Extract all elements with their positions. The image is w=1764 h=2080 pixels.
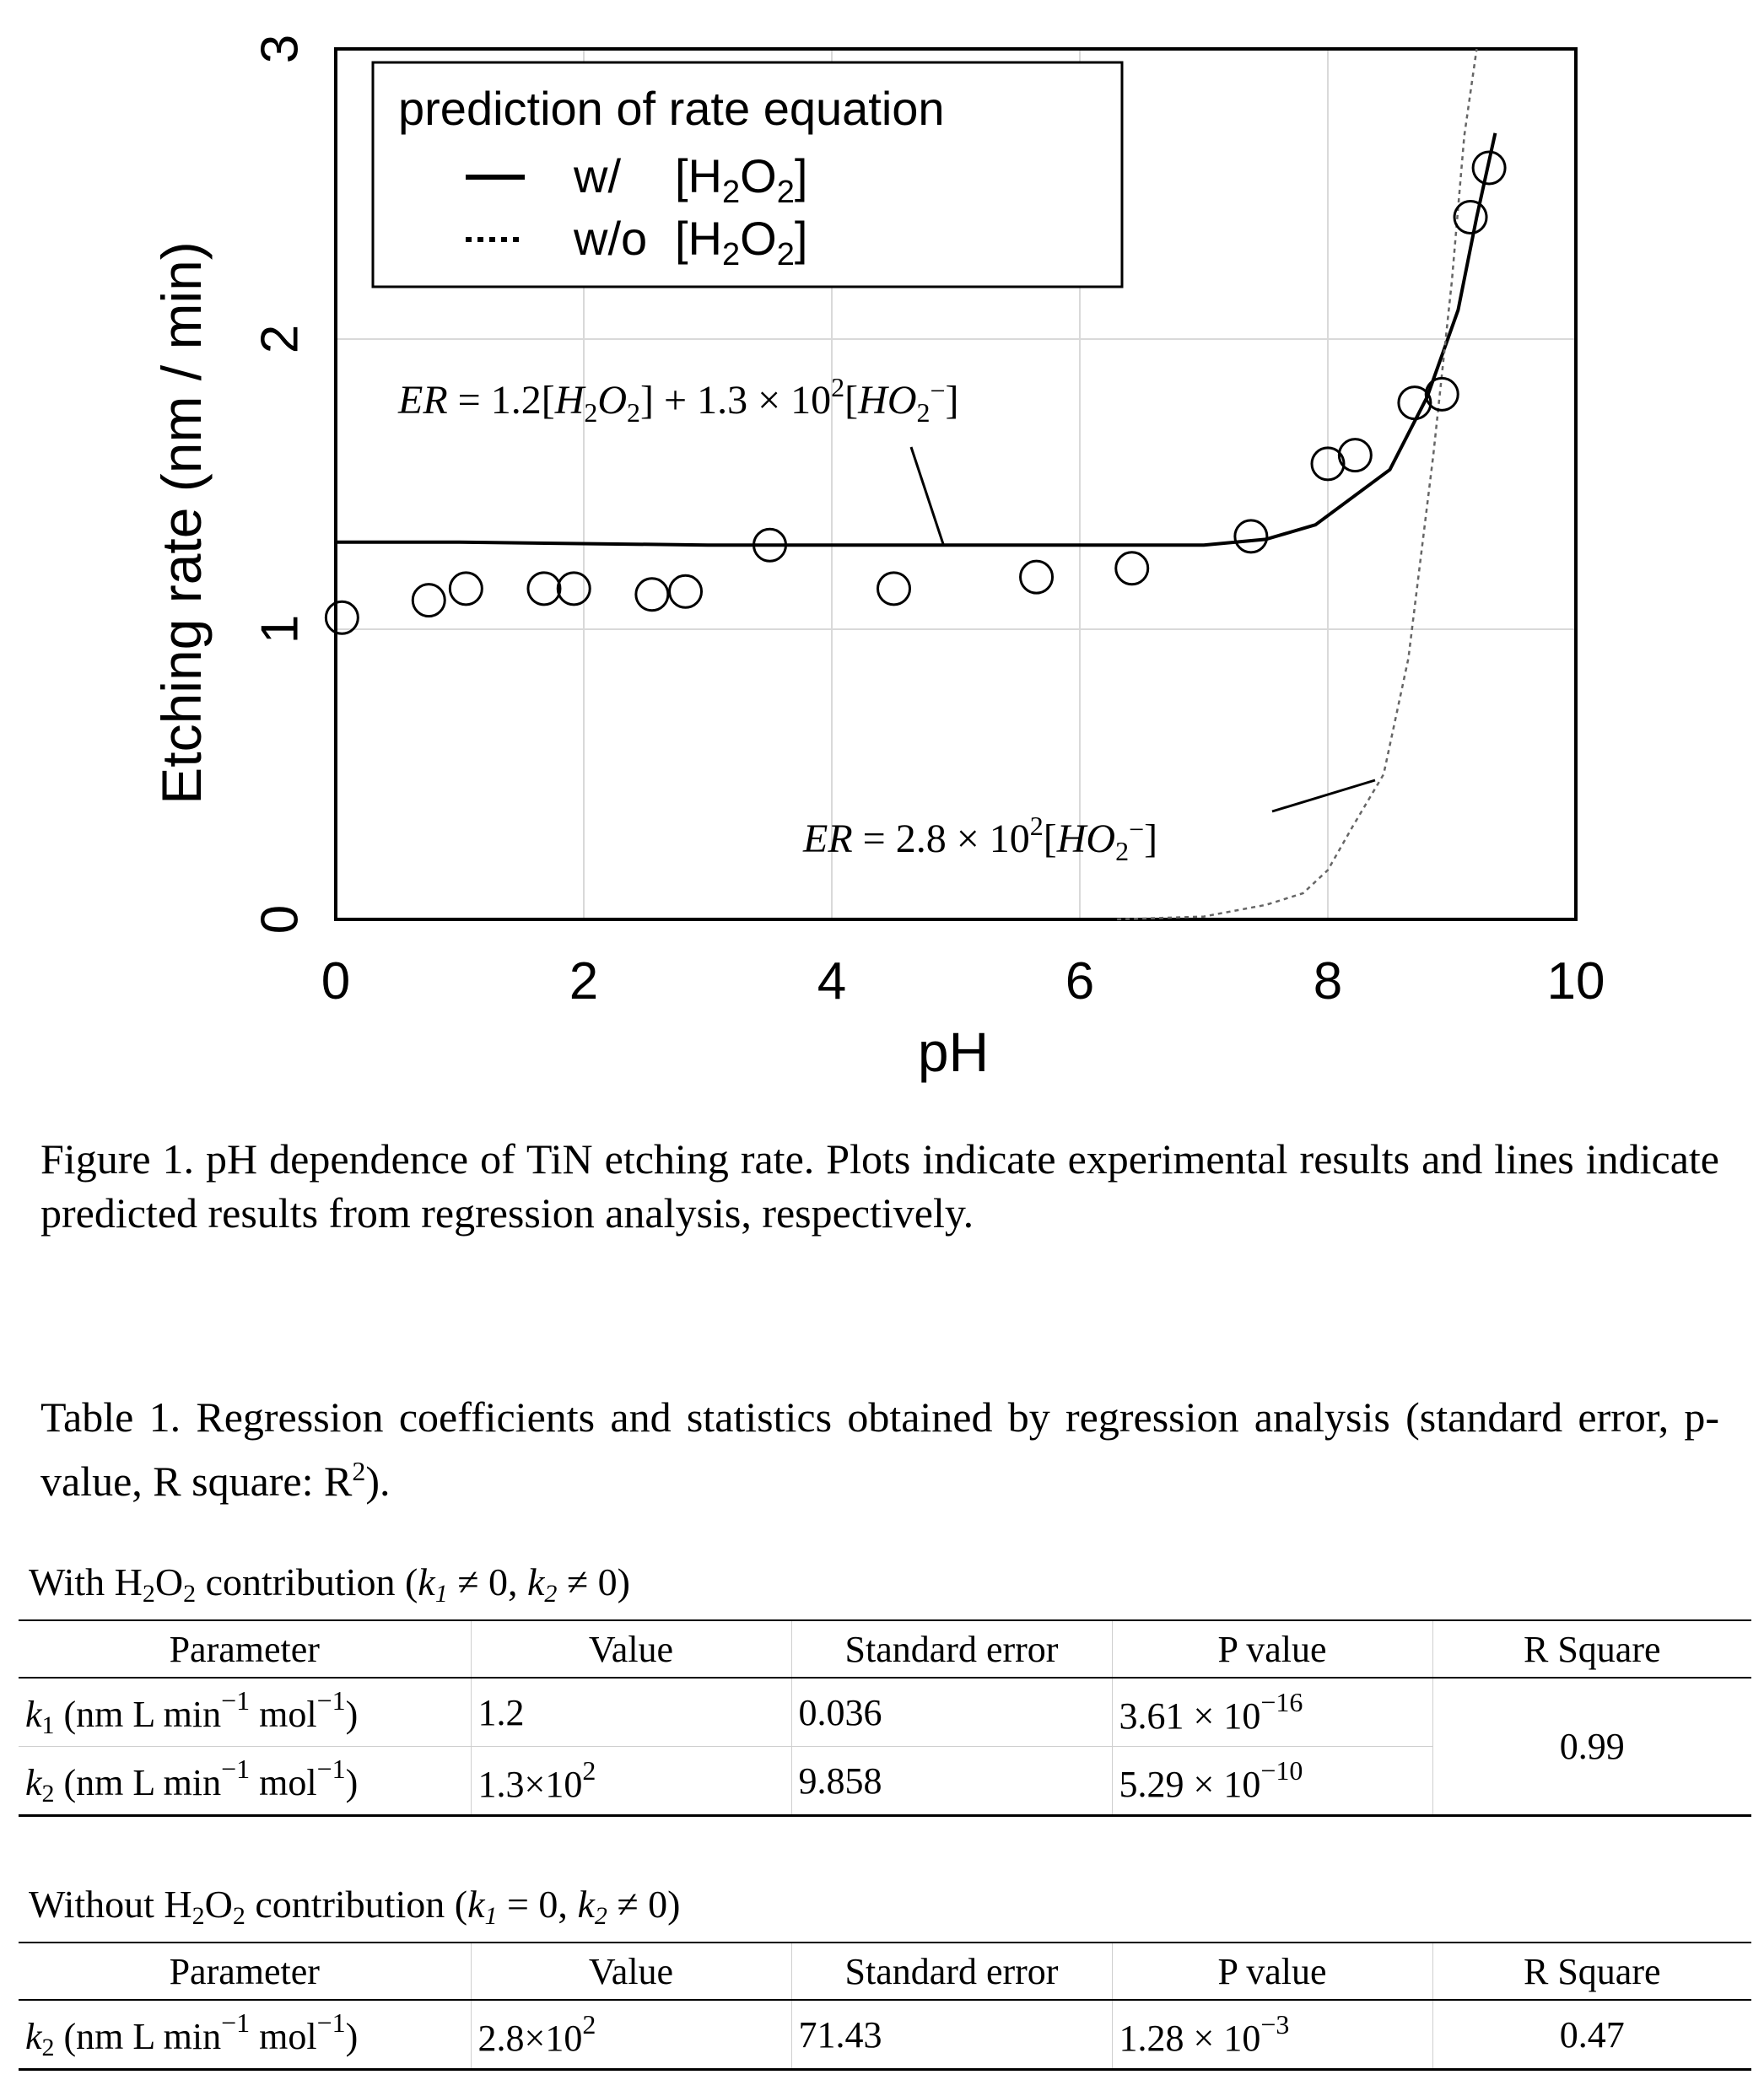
table-caption: Table 1. Regression coefficients and statistics obtained by regression analysis (standard error, p-value, R square: $R^2$). bbox=[40, 1393, 1719, 1505]
table2-k2-standard-error: 71.43 bbox=[791, 2000, 1112, 2070]
table2-k2-parameter: $k_2$ (nm L $\min^{-1} mol^{-1}$) bbox=[19, 2000, 471, 2070]
y-tick-label: 1 bbox=[251, 614, 310, 644]
x-axis-label: pH bbox=[917, 1021, 990, 1083]
x-tick-label: 6 bbox=[1065, 952, 1095, 1010]
equation-without-h2o2 bbox=[802, 780, 1375, 866]
equation-with-pointer bbox=[911, 447, 943, 544]
table2 bbox=[19, 1942, 1751, 2071]
x-tick-label: 8 bbox=[1313, 952, 1343, 1010]
y-tick-label: 3 bbox=[251, 34, 310, 64]
data-point bbox=[670, 575, 702, 607]
x-tick-label: 10 bbox=[1546, 952, 1605, 1010]
legend-title: prediction of rate equation bbox=[398, 82, 945, 135]
data-point bbox=[450, 573, 482, 605]
series-line-without-h2o2 bbox=[1117, 49, 1476, 919]
figure-caption: Figure 1. pH dependence of TiN etching rate. Plots indicate experimental results and lines indicate predicted results from regression analysis, respectively. bbox=[40, 1135, 1719, 1237]
table1-k1-p-value: $3.61 \times 10^{-16}$ bbox=[1112, 1678, 1432, 1747]
data-point bbox=[636, 579, 668, 611]
table1-header-value: Value bbox=[471, 1620, 791, 1678]
table2-title: Without $H_2O_2$ contribution ($k_1 = 0$, $k_2 \ne 0$) bbox=[29, 1883, 681, 1930]
table2-header-parameter: Parameter bbox=[19, 1943, 471, 2000]
table2-header-row bbox=[19, 1943, 1751, 2000]
table1-k1-parameter: $k_1$ (nm L $\min^{-1} mol^{-1}$) bbox=[19, 1678, 471, 1747]
y-axis-label: Etching rate (nm / min) bbox=[150, 241, 213, 805]
data-point bbox=[878, 573, 910, 605]
table2-header-standard-error: Standard error bbox=[791, 1943, 1112, 2000]
table1-k2-p-value: $5.29 \times 10^{-10}$ bbox=[1112, 1747, 1432, 1816]
table2-r-square: 0.47 bbox=[1432, 2000, 1751, 2070]
table1-header-parameter: Parameter bbox=[19, 1620, 471, 1678]
table-row bbox=[19, 1678, 1751, 1747]
x-tick-label: 4 bbox=[817, 952, 847, 1010]
legend-without-species: $[H_2O_2]$ bbox=[675, 212, 808, 272]
svg-text:ER = 1.2[H2O2] + 1.3 × 102[HO2: ER = $1.2[H_2O_2] + 1.3 \times 10^2[HO_2^-]$ bbox=[398, 372, 959, 428]
table1-header-p-value: P value bbox=[1112, 1620, 1432, 1678]
table1-header-standard-error: Standard error bbox=[791, 1620, 1112, 1678]
table1-k2-parameter: $k_2$ (nm L $\min^{-1} mol^{-1}$) bbox=[19, 1747, 471, 1816]
data-point bbox=[528, 573, 560, 605]
table1-k1-standard-error: 0.036 bbox=[791, 1678, 1112, 1747]
table1-k2-value: $1.3\times 10^2$ bbox=[471, 1747, 791, 1816]
table1-title: With $H_2O_2$ contribution ($k_1 \ne 0$, $k_2 \ne 0$) bbox=[29, 1560, 630, 1608]
y-tick-label: 0 bbox=[251, 904, 310, 935]
x-tick-label: 2 bbox=[569, 952, 599, 1010]
data-point bbox=[1116, 552, 1148, 585]
equation-with-h2o2 bbox=[397, 372, 959, 544]
table1-r-square: 0.99 bbox=[1432, 1678, 1751, 1816]
table2-header-value: Value bbox=[471, 1943, 791, 2000]
table1-header-row bbox=[19, 1620, 1751, 1678]
equation-without-pointer bbox=[1272, 780, 1375, 811]
legend-without-label: w/o bbox=[574, 212, 648, 265]
legend bbox=[373, 62, 1122, 287]
legend-with-species: $[H_2O_2]$ bbox=[675, 149, 808, 210]
table1 bbox=[19, 1619, 1751, 1817]
svg-text:ER = 2.8 × 102[HO2−]: ER = $2.8 \times 10^2[HO_2^-]$ bbox=[803, 811, 1158, 866]
table2-k2-p-value: $1.28 \times 10^{-3}$ bbox=[1112, 2000, 1432, 2070]
data-point bbox=[1426, 378, 1458, 410]
table2-header-p-value: P value bbox=[1112, 1943, 1432, 2000]
data-point bbox=[1235, 520, 1267, 552]
x-tick-label: 0 bbox=[321, 952, 351, 1010]
table2-k2-value: $2.8\times 10^2$ bbox=[471, 2000, 791, 2070]
table-row bbox=[19, 2000, 1751, 2070]
data-point bbox=[1454, 202, 1486, 234]
table1-k2-standard-error: 9.858 bbox=[791, 1747, 1112, 1816]
data-point bbox=[1339, 439, 1371, 472]
legend-with-label: w/ bbox=[574, 149, 621, 202]
table2-header-r-square: R Square bbox=[1432, 1943, 1751, 2000]
data-point bbox=[558, 573, 590, 605]
table1-k1-value: 1.2 bbox=[471, 1678, 791, 1747]
y-tick-label: 2 bbox=[251, 324, 310, 354]
data-point bbox=[1021, 561, 1053, 593]
table1-header-r-square: R Square bbox=[1432, 1620, 1751, 1678]
data-point bbox=[413, 585, 445, 617]
